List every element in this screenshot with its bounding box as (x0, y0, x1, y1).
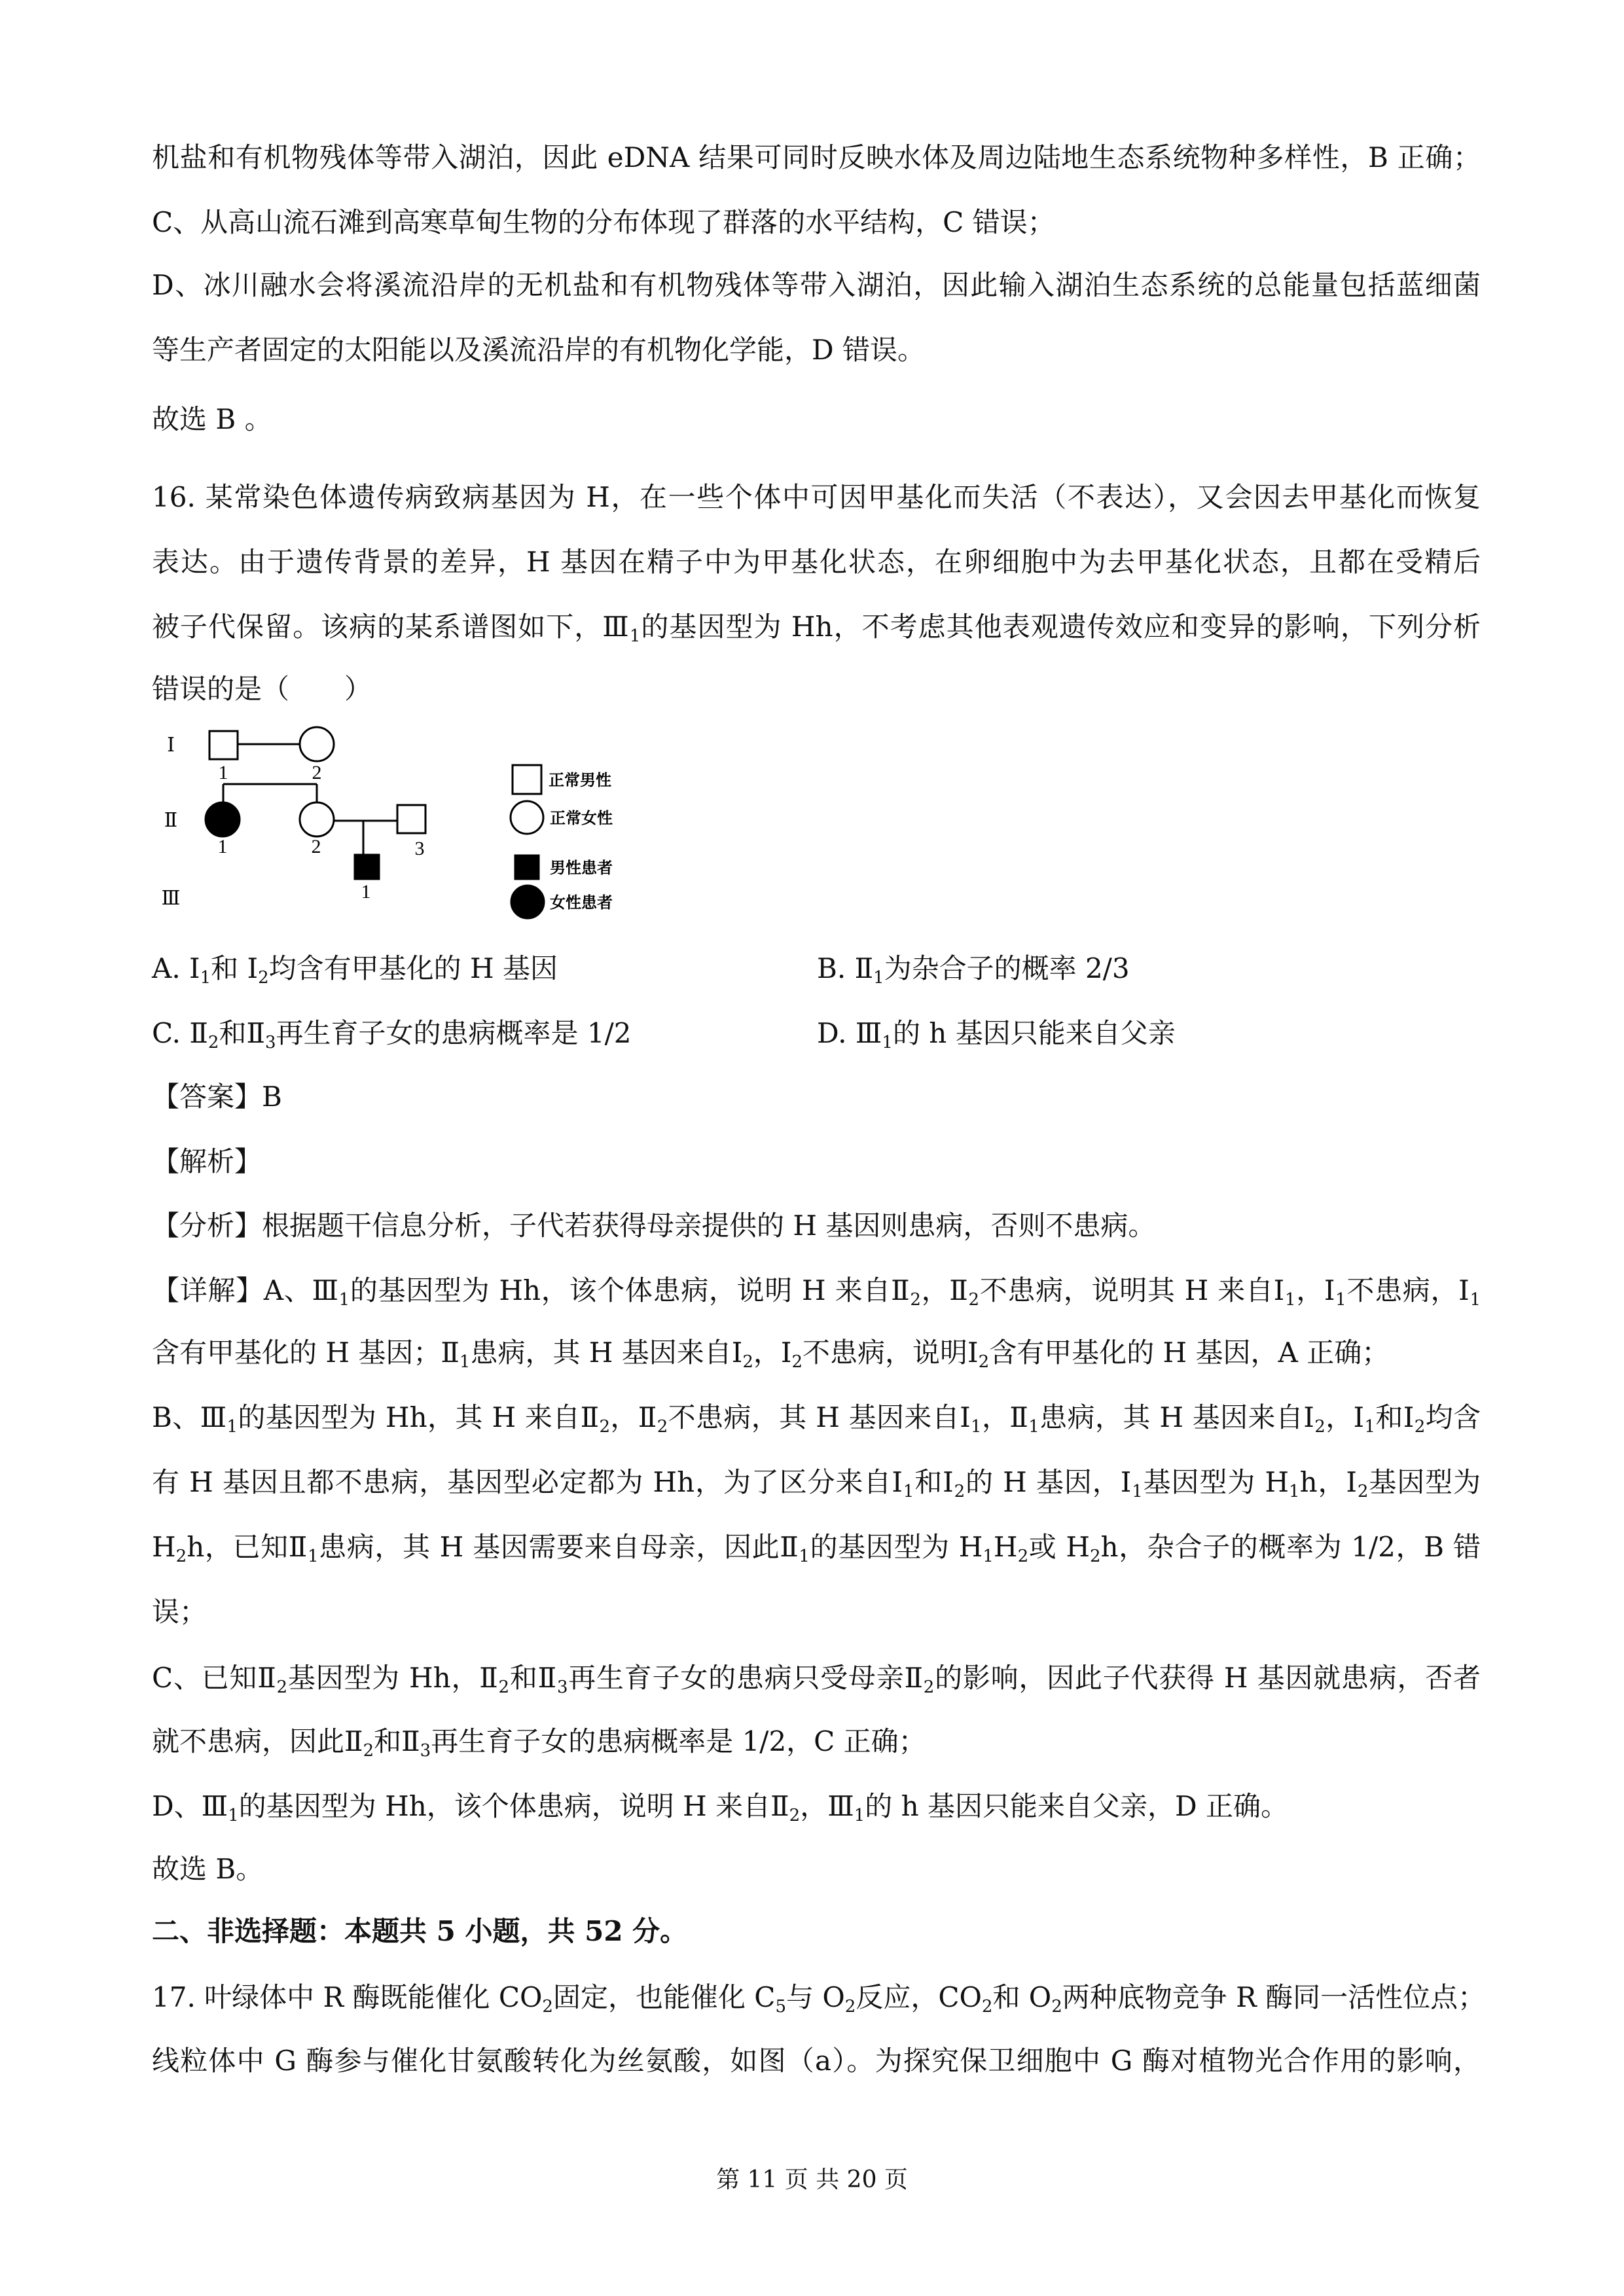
legend-normal-male-icon (513, 765, 541, 794)
subscript: 3 (556, 1677, 568, 1697)
subscript: 2 (208, 1033, 219, 1052)
text-line: 【解析】 (152, 1145, 262, 1177)
generation-label-III: Ⅲ (161, 888, 181, 909)
subscript: 1 (200, 968, 211, 988)
subscript: 1 (338, 1290, 350, 1310)
subscript: 1 (873, 968, 884, 988)
subscript: 2 (844, 1997, 856, 2017)
subscript: 1 (1470, 1290, 1481, 1310)
subscript: 1 (228, 1806, 239, 1825)
subscript: 2 (1051, 1997, 1062, 2017)
subscript: 1 (1284, 1290, 1296, 1310)
subscript: 1 (971, 1417, 982, 1437)
text-line: 二、非选择题：本题共 5 小题，共 52 分。 (152, 1915, 688, 1947)
text-line: C、已知$Ⅱ_2$基因型为 Hh，$Ⅱ_2$和$Ⅱ_3$再生育子女的患病只受母亲$Ⅱ_2$的影响，因此子代获得 H 基因就患病，否者 (152, 1662, 1481, 1697)
subscript: 1 (629, 626, 641, 646)
subscript: 1 (882, 1033, 893, 1052)
text-line: 表达。由于遗传背景的差异，H 基因在精子中为甲基化状态，在卵细胞中为去甲基化状态，且都在受精后 (152, 546, 1481, 578)
subscript: 2 (1090, 1547, 1101, 1566)
legend-normal-female-icon (511, 801, 543, 834)
label-I1: 1 (218, 762, 228, 783)
text-line: 线粒体中 G 酶参与催化甘氨酸转化为丝氨酸，如图（a）。为探究保卫细胞中 G 酶对植物光合作用的影响， (152, 2045, 1481, 2077)
generation-label-I: Ⅰ (167, 734, 175, 756)
label-II2: 2 (311, 836, 321, 857)
subscript: 1 (1335, 1290, 1346, 1310)
subscript: 2 (981, 1997, 993, 2017)
legend-affected-female-label: 女性患者 (550, 895, 613, 912)
text-line: 【详解】A、$Ⅲ_1$的基因型为 Hh，该个体患病，说明 H 来自$Ⅱ_2$，$Ⅱ_2$不患病，说明其 H 来自$Ⅰ_1$，$Ⅰ_1$不患病，$Ⅰ_1$ (152, 1274, 1481, 1310)
text-line: B、$Ⅲ_1$的基因型为 Hh，其 H 来自$Ⅱ_2$，$Ⅱ_2$不患病，其 H 基因来自$Ⅰ_1$，$Ⅱ_1$患病，其 H 基因来自$Ⅰ_2$，$Ⅰ_1$和$Ⅰ_2$均含 (152, 1401, 1481, 1437)
label-II1: 1 (217, 836, 228, 857)
label-III1: 1 (361, 881, 371, 903)
legend-affected-male-icon (515, 855, 539, 879)
subscript: 1 (226, 1417, 238, 1437)
subscript: 1 (459, 1352, 471, 1372)
subscript: 2 (276, 1677, 288, 1697)
subscript: 1 (983, 1547, 994, 1566)
text-line: 错误的是（ ） (152, 673, 372, 705)
text-line: 17. 叶绿体中 R 酶既能催化 $CO_2$固定，也能催化 $C_5$与 $O_2$反应，$CO_2$和 $O_2$两种底物竞争 R 酶同一活性位点； (152, 1981, 1486, 2017)
subscript: 2 (258, 968, 269, 988)
subscript: 1 (854, 1806, 865, 1825)
text-line: B. $Ⅱ_1$为杂合子的概率 2/3 (817, 952, 1130, 988)
subscript: 2 (791, 1352, 803, 1372)
subscript: 2 (599, 1417, 611, 1437)
subscript: 2 (1414, 1417, 1426, 1437)
legend-normal-male-label: 正常男性 (549, 772, 611, 789)
text-line: $H_2h$，已知$Ⅱ_1$患病，其 H 基因需要来自母亲，因此$Ⅱ_1$的基因型为 $H_1H_2$或 $H_2h$，杂合子的概率为 1/2，B 错 (152, 1531, 1481, 1566)
text-line: 故选 B。 (152, 1853, 264, 1885)
label-II3: 3 (414, 838, 425, 859)
subscript: 5 (775, 1997, 786, 2017)
subscript: 2 (542, 1997, 553, 2017)
individual-III1-affected-male (355, 855, 379, 879)
text-line: 等生产者固定的太阳能以及溪流沿岸的有机物化学能，D 错误。 (152, 334, 926, 366)
pedigree-chart (0, 720, 655, 923)
subscript: 1 (1132, 1482, 1143, 1501)
text-line: 被子代保留。该病的某系谱图如下，$Ⅲ_1$的基因型为 Hh，不考虑其他表观遗传效应和变异的影响，下列分析 (152, 611, 1481, 646)
text-line: D、$Ⅲ_1$的基因型为 Hh，该个体患病，说明 H 来自$Ⅱ_2$，$Ⅲ_1$的 h 基因只能来自父亲，D 正确。 (152, 1790, 1289, 1825)
subscript: 2 (978, 1352, 990, 1372)
text-line: 有 H 基因且都不患病，基因型必定都为 Hh，为了区分来自$Ⅰ_1$和$Ⅰ_2$的 H 基因，$Ⅰ_1$基因型为 $H_1h$，$Ⅰ_2$基因型为 (152, 1466, 1481, 1501)
legend-normal-female-label: 正常女性 (550, 810, 613, 827)
subscript: 1 (1289, 1482, 1300, 1501)
subscript: 1 (1364, 1417, 1375, 1437)
subscript: 2 (175, 1547, 187, 1566)
subscript: 3 (420, 1741, 431, 1761)
subscript: 2 (657, 1417, 668, 1437)
subscript: 1 (903, 1482, 914, 1501)
subscript: 2 (910, 1290, 921, 1310)
text-line: 误； (152, 1596, 208, 1628)
subscript: 2 (1357, 1482, 1369, 1501)
subscript: 2 (954, 1482, 965, 1501)
subscript: 2 (968, 1290, 980, 1310)
individual-II3-normal-male (397, 805, 425, 833)
text-line: 就不患病，因此$Ⅱ_2$和$Ⅱ_3$再生育子女的患病概率是 1/2，C 正确； (152, 1725, 926, 1761)
text-line: D. $Ⅲ_1$的 h 基因只能来自父亲 (817, 1017, 1176, 1052)
text-line: 【分析】根据题干信息分析，子代若获得母亲提供的 H 基因则患病，否则不患病。 (152, 1210, 1156, 1242)
text-line: 含有甲基化的 H 基因；$Ⅱ_1$患病，其 H 基因来自$Ⅰ_2$，$Ⅰ_2$不患病，说明$Ⅰ_2$含有甲基化的 H 基因，A 正确； (152, 1336, 1390, 1372)
subscript: 3 (265, 1033, 276, 1052)
subscript: 2 (1314, 1417, 1326, 1437)
generation-label-II: Ⅱ (164, 810, 178, 831)
text-line: C、从高山流石滩到高寒草甸生物的分布体现了群落的水平结构，C 错误； (152, 206, 1055, 238)
page-footer: 第 11 页 共 20 页 (716, 2166, 908, 2193)
subscript: 1 (799, 1547, 810, 1566)
subscript: 1 (307, 1547, 319, 1566)
individual-I1-normal-male (209, 731, 238, 759)
individual-II2-normal-female (300, 802, 334, 836)
subscript: 2 (498, 1677, 510, 1697)
legend-affected-female-icon (511, 886, 544, 918)
label-I2: 2 (312, 762, 322, 783)
subscript: 2 (923, 1677, 935, 1697)
text-line: A. $Ⅰ_1$和 $Ⅰ_2$均含有甲基化的 H 基因 (152, 952, 558, 988)
individual-I2-normal-female (300, 727, 334, 761)
text-line: C. $Ⅱ_2$和$Ⅱ_3$再生育子女的患病概率是 1/2 (152, 1017, 632, 1052)
text-line: 故选 B 。 (152, 403, 272, 435)
subscript: 2 (1017, 1547, 1029, 1566)
text-line: 机盐和有机物残体等带入湖泊，因此 eDNA 结果可同时反映水体及周边陆地生态系统物种多样性，B 正确； (152, 141, 1481, 173)
subscript: 2 (363, 1741, 374, 1761)
subscript: 2 (742, 1352, 753, 1372)
subscript: 2 (789, 1806, 801, 1825)
subscript: 1 (1028, 1417, 1039, 1437)
legend-affected-male-label: 男性患者 (550, 860, 613, 877)
text-line: 16. 某常染色体遗传病致病基因为 H，在一些个体中可因甲基化而失活（不表达），又会因去甲基化而恢复 (152, 481, 1481, 513)
text-line: D、冰川融水会将溪流沿岸的无机盐和有机物残体等带入湖泊，因此输入湖泊生态系统的总能量包括蓝细菌 (152, 269, 1481, 301)
text-line: 【答案】B (152, 1081, 282, 1113)
individual-II1-affected-female (206, 802, 240, 836)
